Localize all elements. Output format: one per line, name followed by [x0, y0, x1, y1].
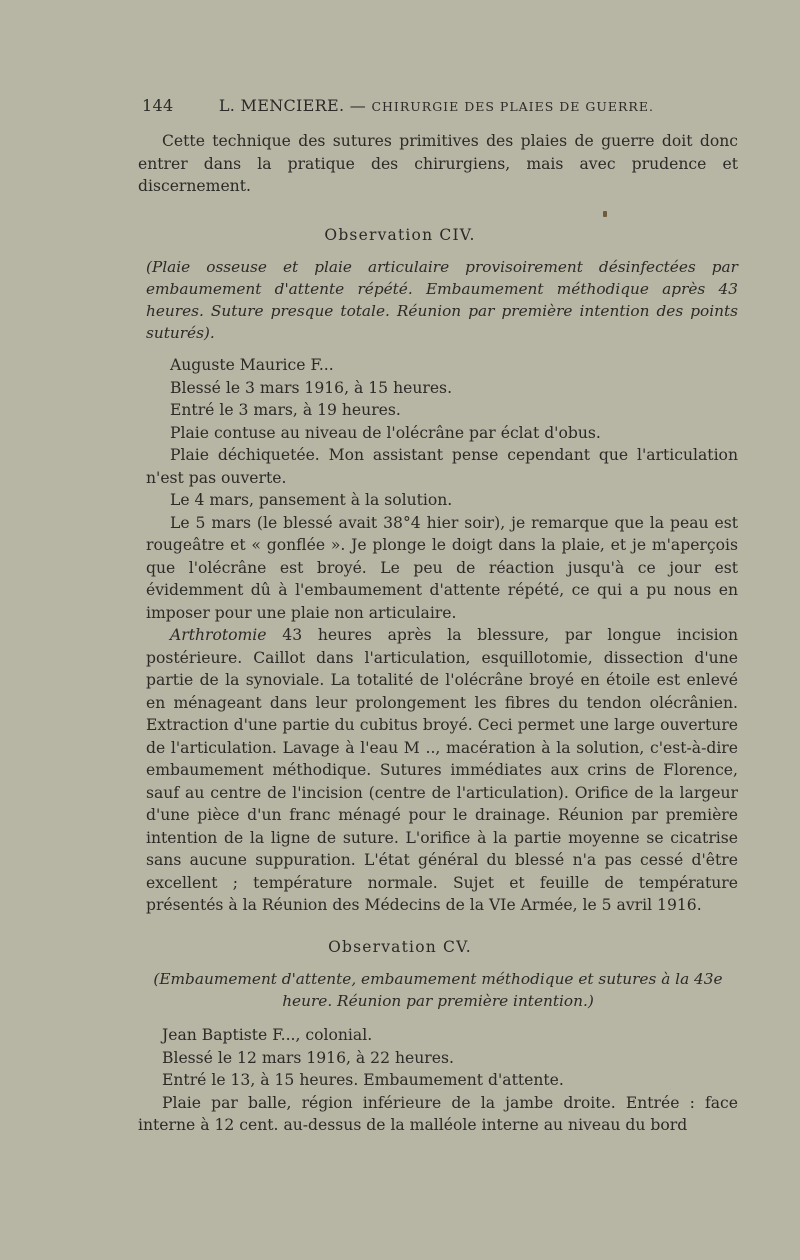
arthrotomie-term: Arthrotomie — [170, 626, 267, 644]
observation-105 — [138, 968, 738, 1137]
paragraph: Le 5 mars (le blessé avait 38°4 hier soir), je remarque que la peau est rougeâtre et « gonflée ». Je plonge le doigt dans la plaie, et je m'aperçois que l'olécrâne est broyé. Le peu de réaction jusqu'à ce jour est évidemment dû à l'embaumement d'attente répété, ce qui a pu nous en imposer pour une plaie non articulaire. — [146, 513, 738, 622]
admission-date: Entré le 13, à 15 heures. Embaumement d'attente. — [162, 1071, 564, 1089]
ink-speck — [603, 211, 607, 217]
observation-104-summary: (Plaie osseuse et plaie articulaire provisoirement désinfectées par embaumement d'attente répété. Embaumement méthodique après 43 heures. Suture presque totale. Réunion par première intention des points suturés). — [146, 258, 738, 342]
paragraph: Plaie par balle, région inférieure de la jambe droite. Entrée : face interne à 12 cent. au-dessus de la malléole interne au niveau du bord — [138, 1093, 738, 1134]
running-header — [142, 96, 742, 115]
observation-105-summary: (Embaumement d'attente, embaumement méthodique et sutures à la 43e heure. Réunion par première intention.) — [153, 970, 723, 1010]
patient-name: Jean Baptiste F..., colonial. — [162, 1026, 373, 1044]
intro-paragraph: Cette technique des sutures primitives des plaies de guerre doit donc entrer dans la pratique des chirurgiens, mais avec prudence et discernement. — [138, 132, 738, 195]
paragraph: Le 4 mars, pansement à la solution. — [170, 491, 453, 509]
injury-date: Blessé le 12 mars 1916, à 22 heures. — [162, 1048, 454, 1067]
observation-104-title: Observation CIV. — [324, 226, 476, 244]
running-title: CHIRURGIE DES PLAIES DE GUERRE. — [371, 99, 654, 114]
wound-description: Plaie contuse au niveau de l'olécrâne par éclat d'obus. — [170, 423, 601, 442]
injury-date: Blessé le 3 mars 1916, à 15 heures. — [170, 378, 453, 397]
paragraph: Plaie déchiquetée. Mon assistant pense cependant que l'articulation n'est pas ouverte. — [146, 446, 738, 487]
patient-name: Auguste Maurice F... — [170, 356, 334, 374]
page-number: 144 — [142, 96, 174, 115]
arthrotomie-text: 43 heures après la blessure, par longue incision postérieure. Caillot dans l'articulation, esquillotomie, dissection d'une partie de la synoviale. La totalité de l'olécrâne broyé en étoile est enlevé en ménageant dans leur prolongement les fibres du tendon olécrânien. Extraction d'une partie du cubitus broyé. Ceci permet une large ouverture de l'articulation. Lavage à l'eau M .., macération à la solution, c'est-à-dire embaumement méthodique. Sutures immédiates aux crins de Florence, sauf au centre de l'incision (centre de l'articulation). Orifice de la largeur d'une pièce d'un franc ménagé pour le drainage. Réunion par première intention de la ligne de suture. L'orifice à la partie moyenne se cicatrise sans aucune suppuration. L'état général du blessé n'a pas cessé d'être excellent ; température normale. Sujet et feuille de température présentés à la Réunion des Médecins de la VIe Armée, le 5 avril 1916. — [146, 626, 738, 914]
observation-104 — [146, 256, 738, 917]
paragraph — [146, 624, 738, 917]
intro-section — [138, 130, 738, 198]
admission-date: Entré le 3 mars, à 19 heures. — [170, 401, 401, 419]
observation-105-title: Observation CV. — [328, 938, 472, 956]
author-name: L. MENCIERE. — — [218, 96, 367, 115]
